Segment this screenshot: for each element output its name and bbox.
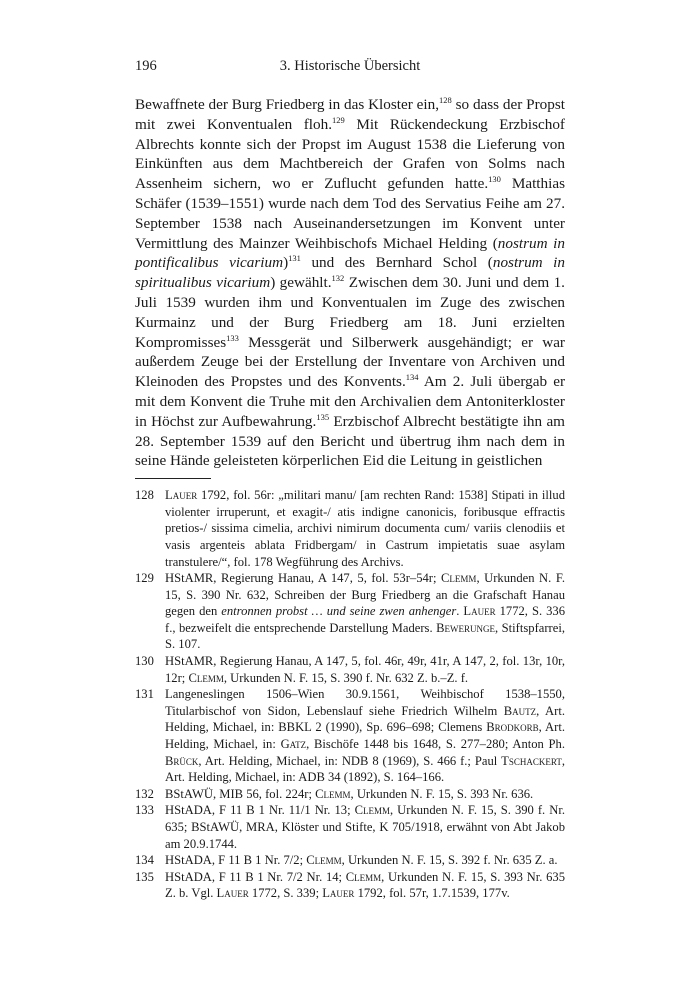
author-name: Clemm	[315, 786, 351, 801]
footnote-separator	[135, 478, 211, 479]
footnote-130	[135, 653, 565, 686]
author-name: Brück	[165, 753, 199, 768]
footnote-text: , Urkunden N. F. 15, S. 393 Nr. 635 Z. b. Vgl.	[165, 869, 565, 901]
footnote-text: , Urkunden N. F. 15, S. 390 f. Nr. 632 Z. b.–Z. f.	[223, 670, 469, 685]
footnote-129	[135, 570, 565, 653]
footnote-text: Langeneslingen 1506–Wien 30.9.1561, Weihbischof 1538–1550, Titularbischof von Sidon, Lebenslauf siehe Friedrich Wilhelm	[165, 687, 565, 718]
author-name: Lauer	[463, 604, 496, 619]
footnote-128	[135, 487, 565, 570]
footnote-text: , Stiftspfarrei, S. 107.	[165, 620, 565, 652]
author-name: Tschackert	[501, 753, 562, 768]
footnote-ref: 135	[316, 411, 330, 422]
text-segment: Zwischen dem 30. Juni und dem 1. Juli 1539 wurden ihm und Konventualen im Zuge des zwischen Kurmainz und der Burg Friedberg am 18. Juni erzielten Kompromisses	[135, 274, 565, 351]
text-segment: Messgerät und Silberwerk ausgehändigt; er war außerdem Zeuge bei der Erstellung der Inventare von Archiven und Kleinoden des Propstes und des Konvents.	[135, 333, 565, 391]
running-head: 3. Historische Übersicht	[279, 58, 421, 74]
book-page	[135, 58, 565, 902]
footnote-ref: 131	[288, 253, 301, 264]
latin-quote: nostrum in spiritualibus vicarium	[135, 254, 565, 292]
footnote-text: , Urkunden N. F. 15, S. 393 Nr. 636.	[350, 786, 534, 801]
footnotes	[135, 487, 565, 902]
page-header	[135, 58, 565, 82]
footnote-text: , Urkunden N. F. 15, S. 390 f. Nr. 635; BStAWÜ, MRA, Klöster und Stifte, K 705/1918, erwähnt von Abt Jakob am 20.9.1744.	[165, 803, 565, 851]
footnote-ref: 133	[226, 332, 239, 343]
footnote-ref: 129	[332, 114, 345, 125]
footnote-135	[135, 869, 565, 902]
footnote-text: , Urkunden N. F. 15, S. 390 Nr. 632, Schreiben der Burg Friedberg an die Grafschaft Hanau gegen den	[165, 571, 565, 619]
footnote-134	[135, 852, 565, 869]
footnote-text: HStAMR, Regierung Hanau, A 147, 5, fol. 46r, 49r, 41r, A 147, 2, fol. 13r, 10r, 12r;	[165, 654, 565, 685]
footnote-number: 133	[135, 803, 154, 818]
author-name: Lauer	[165, 488, 198, 503]
footnote-ref: 134	[405, 372, 419, 383]
footnote-text: .	[456, 604, 464, 619]
text-segment: so dass der Propst mit zwei Konventualen floh.	[135, 96, 565, 133]
footnote-text: , Art. Helding, Michael, in: BBKL 2 (1990), Sp. 696–698; Clemens	[165, 703, 565, 735]
footnote-ref: 130	[488, 174, 501, 185]
footnote-number: 132	[135, 786, 154, 801]
latin-quote: nostrum in pontificalibus vicarium	[135, 234, 565, 272]
author-name: Bewerunge	[436, 620, 496, 635]
footnote-text: , Art. Helding, Michael, in:	[165, 720, 565, 752]
author-name: Clemm	[345, 869, 382, 884]
footnote-text: HStADA, F 11 B 1 Nr. 11/1 Nr. 13;	[165, 803, 355, 818]
footnote-133	[135, 802, 565, 852]
text-segment: ) gewählt.	[270, 274, 332, 292]
author-name: Bautz	[503, 703, 537, 718]
footnote-text: , Art. Helding, Michael, in: ADB 34 (1892), S. 164–166.	[165, 753, 565, 785]
footnote-text: , Bischöfe 1448 bis 1648, S. 277–280; Anton Ph.	[306, 737, 565, 752]
text-segment: Am 2. Juli übergab er mit dem Konvent die Truhe mit den Archivalien dem Antoniterkloster in Höchst zur Aufbewahrung.	[135, 373, 565, 430]
footnote-text: HStADA, F 11 B 1 Nr. 7/2;	[165, 853, 307, 868]
text-segment: Matthias Schäfer (1539–1551) wurde nach dem Tod des Servatius Feihe am 27. September 1538 nach Auseinandersetzungen im Konvent unter Vermittlung des Mainzer Weihbischofs Michael Helding (	[135, 175, 565, 252]
footnote-number: 134	[135, 853, 154, 868]
page-number: 196	[135, 58, 157, 74]
footnote-text: 1772, S. 336 f., bezweifelt die entsprechende Darstellung Maders.	[165, 604, 565, 635]
text-segment: Mit Rückendeckung Erzbischof Albrechts konnte sich der Propst im August 1538 die Lieferung von Einkünften aus dem Machtbereich der Grafen von Solms nach Assenheim sichern, wo er Zuflucht gefunden hatte.	[135, 115, 565, 193]
text-segment: )	[283, 254, 289, 272]
footnote-text: , Urkunden N. F. 15, S. 392 f. Nr. 635 Z. a.	[341, 853, 558, 868]
footnote-number: 130	[135, 654, 154, 669]
quote: entronnen probst … und seine zwen anhenger	[221, 604, 457, 619]
footnote-number: 129	[135, 571, 154, 586]
author-name: Clemm	[306, 853, 342, 868]
text-segment: Bewaffnete der Burg Friedberg in das Kloster ein,	[135, 96, 439, 113]
text-segment: und des Bernhard Schol (	[300, 254, 493, 272]
footnote-ref: 132	[331, 273, 345, 284]
author-name: Clemm	[188, 670, 224, 685]
footnote-132	[135, 786, 565, 803]
author-name: Lauer	[322, 886, 355, 901]
footnote-number: 131	[135, 687, 154, 702]
footnote-text: , Art. Helding, Michael, in: NDB 8 (1969), S. 466 f.; Paul	[198, 753, 502, 768]
main-text	[135, 95, 565, 471]
footnote-131	[135, 686, 565, 786]
author-name: Lauer	[216, 886, 249, 901]
footnote-ref: 128	[439, 95, 452, 105]
text-segment: Erzbischof Albrecht bestätigte ihn am 28. September 1539 auf den Bericht und übertrug ihm nach dem in seine Hände geleisteten körperlichen Eid die Leitung in geistlichen	[135, 412, 565, 470]
footnote-text: HStADA, F 11 B 1 Nr. 7/2 Nr. 14;	[165, 869, 346, 884]
footnote-text: BStAWÜ, MIB 56, fol. 224r;	[165, 786, 316, 801]
author-name: Clemm	[441, 571, 477, 586]
footnote-number: 128	[135, 488, 154, 503]
author-name: Brodkorb	[486, 720, 539, 735]
footnote-text: 1792, fol. 56r: „militari manu/ [am rechten Rand: 1538] Stipati in illud violenter irruperunt, et exagit-/ atis indigne canonicis, foribusque effractis pretios-/ sissima cimelia, archivi nimirum documenta cum/ variis clenodiis et vasis argenteis ablata Fridbergam/ in Castrum impietatis suae asylam transtulere/“, fol. 178 Wegführung des Archivs.	[165, 488, 565, 569]
footnote-number: 135	[135, 869, 154, 884]
author-name: Clemm	[354, 803, 390, 818]
footnote-text: 1772, S. 339;	[248, 886, 323, 901]
footnote-text: 1792, fol. 57r, 1.7.1539, 177v.	[354, 886, 510, 901]
author-name: Gatz	[280, 737, 307, 752]
footnote-text: HStAMR, Regierung Hanau, A 147, 5, fol. 53r–54r;	[165, 571, 442, 586]
